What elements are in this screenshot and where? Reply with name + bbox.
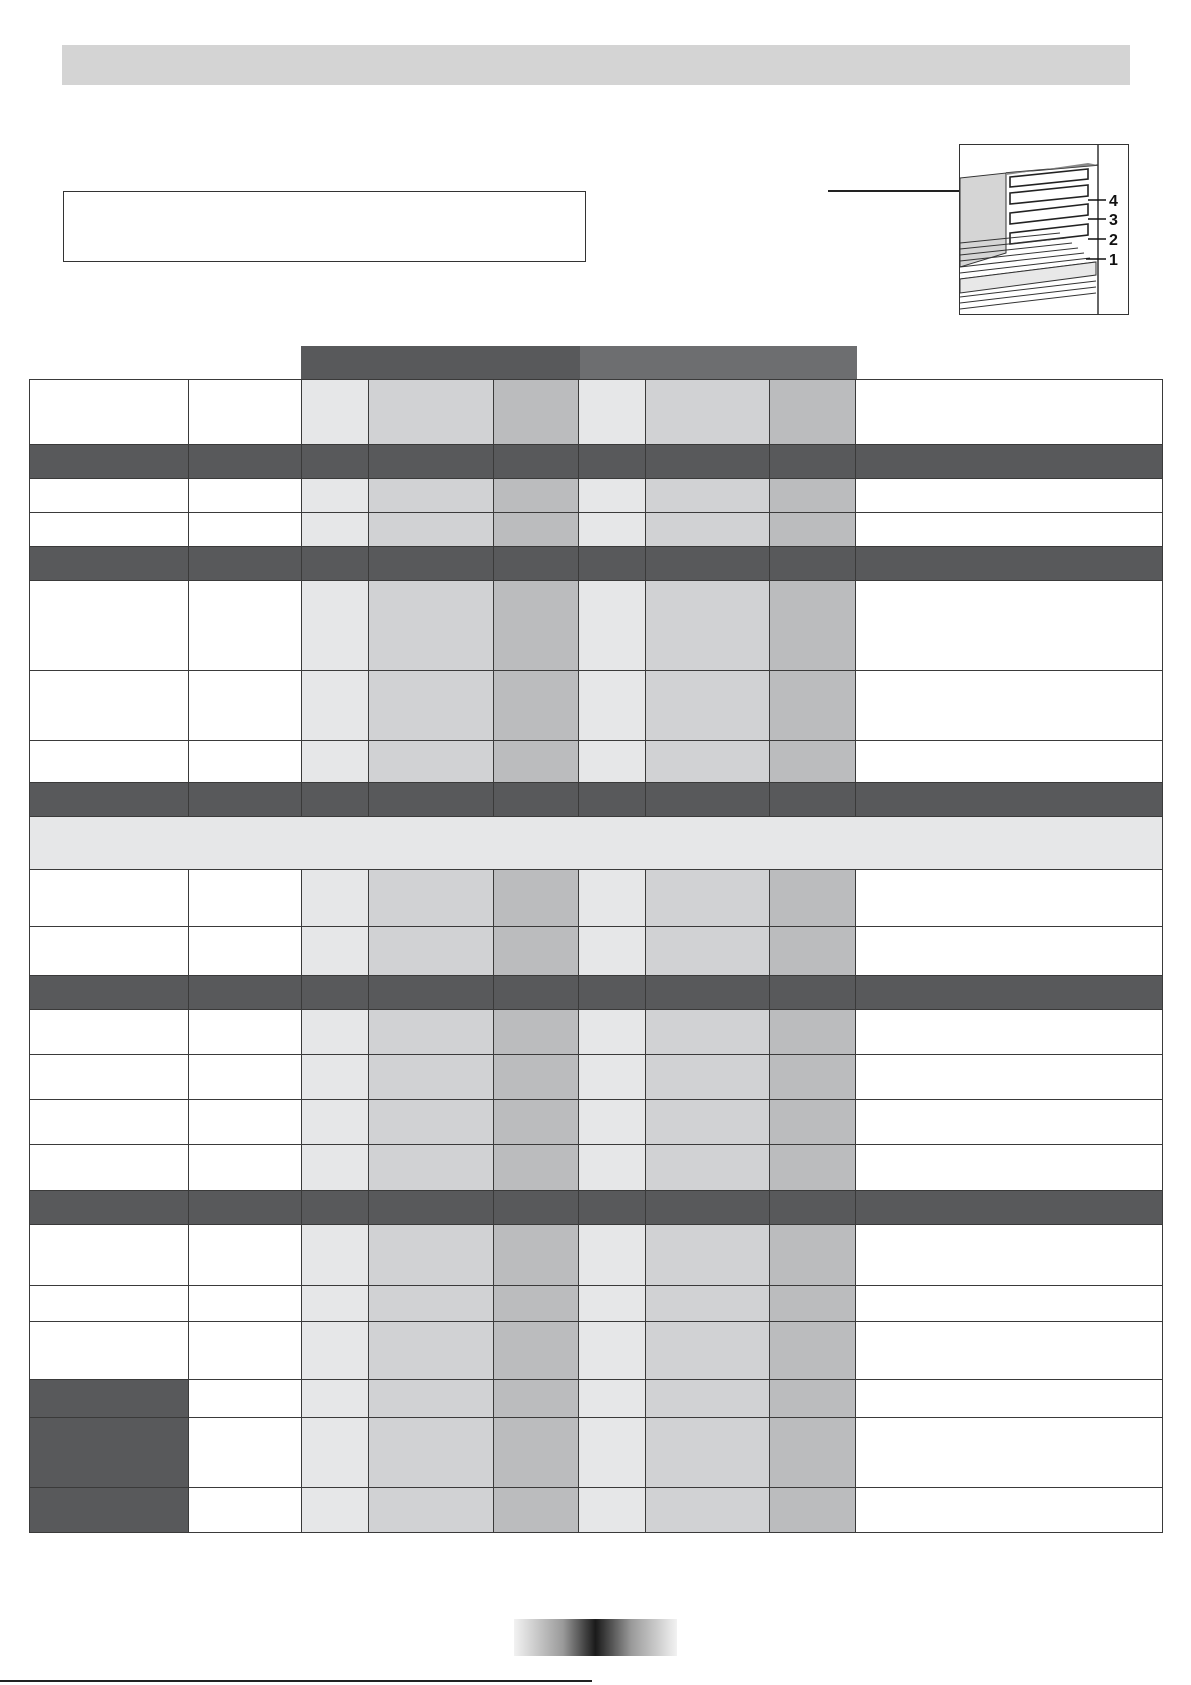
table-section-row xyxy=(30,975,1163,1009)
table-cell xyxy=(369,927,494,975)
table-cell xyxy=(579,1100,646,1145)
table-row xyxy=(30,512,1163,546)
table-cell xyxy=(30,1145,189,1190)
table-group-header-1 xyxy=(301,346,580,380)
table-cell xyxy=(856,1321,1163,1380)
table-cell xyxy=(646,1009,770,1054)
table-section-row xyxy=(30,1190,1163,1224)
table-cell xyxy=(646,670,770,740)
table-cell xyxy=(302,1487,369,1532)
table-cell xyxy=(770,927,856,975)
table-cell xyxy=(770,1224,856,1285)
table-cell xyxy=(302,1190,369,1224)
table-cell xyxy=(494,975,579,1009)
table-cell xyxy=(189,380,302,445)
table-cell xyxy=(770,1145,856,1190)
table-cell xyxy=(189,1054,302,1099)
table-cell xyxy=(302,782,369,816)
table-cell xyxy=(770,580,856,670)
table-cell xyxy=(770,1380,856,1418)
table-cell xyxy=(770,1418,856,1487)
table-cell xyxy=(579,1321,646,1380)
table-cell xyxy=(646,1145,770,1190)
table-cell xyxy=(30,1009,189,1054)
table-cell xyxy=(494,512,579,546)
table-cell xyxy=(30,580,189,670)
table-cell xyxy=(856,512,1163,546)
table-cell xyxy=(770,1009,856,1054)
table-cell xyxy=(856,546,1163,580)
table-cell xyxy=(646,870,770,927)
table-cell xyxy=(189,1145,302,1190)
table-cell xyxy=(579,927,646,975)
table-cell xyxy=(579,975,646,1009)
table-cell xyxy=(302,1054,369,1099)
table-cell xyxy=(856,740,1163,782)
table-cell xyxy=(770,546,856,580)
table-cell xyxy=(770,380,856,445)
table-cell xyxy=(646,1285,770,1321)
table-cell xyxy=(369,975,494,1009)
header-banner xyxy=(62,45,1130,85)
table-row xyxy=(30,1100,1163,1145)
table-cell xyxy=(494,1190,579,1224)
table-cell xyxy=(494,444,579,478)
table-cell xyxy=(30,975,189,1009)
table-cell xyxy=(579,1418,646,1487)
table-cell xyxy=(30,512,189,546)
table-cell xyxy=(856,1190,1163,1224)
table-cell xyxy=(30,1321,189,1380)
table-cell xyxy=(369,444,494,478)
table-cell xyxy=(369,1380,494,1418)
table-cell xyxy=(494,927,579,975)
table-row xyxy=(30,1009,1163,1054)
table-cell xyxy=(189,1321,302,1380)
table-cell xyxy=(302,512,369,546)
table-cell xyxy=(579,580,646,670)
table-cell xyxy=(369,380,494,445)
table-cell xyxy=(494,740,579,782)
table-cell xyxy=(189,444,302,478)
table-cell xyxy=(494,1054,579,1099)
table-cell xyxy=(646,782,770,816)
table-cell xyxy=(770,740,856,782)
table-cell xyxy=(579,870,646,927)
table-cell xyxy=(369,782,494,816)
table-cell xyxy=(189,580,302,670)
table-cell xyxy=(189,670,302,740)
table-cell xyxy=(494,478,579,512)
table-cell xyxy=(302,1100,369,1145)
table-cell xyxy=(30,380,189,445)
table-cell xyxy=(646,975,770,1009)
table-cell xyxy=(369,580,494,670)
table-cell xyxy=(770,870,856,927)
table-cell xyxy=(189,1380,302,1418)
oven-shelf-diagram xyxy=(959,144,1129,315)
table-cell xyxy=(494,580,579,670)
table-cell xyxy=(302,1321,369,1380)
table-cell xyxy=(494,380,579,445)
table-cell xyxy=(30,782,189,816)
table-cell xyxy=(856,975,1163,1009)
table-cell xyxy=(646,1487,770,1532)
table-cell xyxy=(302,670,369,740)
table-cell xyxy=(646,580,770,670)
table-cell xyxy=(369,1190,494,1224)
table-cell xyxy=(579,512,646,546)
table-cell xyxy=(856,1487,1163,1532)
shelf-label-2: 2 xyxy=(1109,232,1118,249)
table-cell xyxy=(302,870,369,927)
table-cell xyxy=(189,1009,302,1054)
table-cell xyxy=(302,927,369,975)
table-cell xyxy=(369,1487,494,1532)
table-cell xyxy=(856,478,1163,512)
table-cell xyxy=(856,782,1163,816)
table-cell xyxy=(856,1100,1163,1145)
table-cell xyxy=(189,1224,302,1285)
table-cell xyxy=(856,870,1163,927)
table-row xyxy=(30,1380,1163,1418)
table-row xyxy=(30,1321,1163,1380)
table-cell xyxy=(494,546,579,580)
table-cell xyxy=(302,1380,369,1418)
table-cell xyxy=(646,380,770,445)
table-cell xyxy=(579,444,646,478)
table-cell xyxy=(494,782,579,816)
note-box xyxy=(63,191,586,262)
table-cell xyxy=(770,512,856,546)
shelf-label-1: 1 xyxy=(1109,252,1118,269)
table-cell xyxy=(646,512,770,546)
table-cell xyxy=(494,670,579,740)
table-cell xyxy=(494,1321,579,1380)
table-cell xyxy=(646,740,770,782)
table-section-row xyxy=(30,444,1163,478)
table-cell xyxy=(302,444,369,478)
table-cell xyxy=(770,782,856,816)
table-cell xyxy=(369,740,494,782)
table-row xyxy=(30,670,1163,740)
table-cell xyxy=(856,1418,1163,1487)
table-cell xyxy=(494,1224,579,1285)
table-cell xyxy=(302,478,369,512)
table-cell xyxy=(856,670,1163,740)
table-cell xyxy=(856,1054,1163,1099)
table-cell xyxy=(369,670,494,740)
table-cell xyxy=(369,512,494,546)
table-cell xyxy=(30,670,189,740)
table-cell xyxy=(770,1487,856,1532)
table-cell xyxy=(494,1380,579,1418)
table-cell xyxy=(189,1100,302,1145)
table-cell xyxy=(646,1190,770,1224)
table-cell xyxy=(189,1487,302,1532)
table-cell xyxy=(302,1418,369,1487)
table-cell xyxy=(369,1009,494,1054)
table-cell xyxy=(770,444,856,478)
table-cell xyxy=(30,1380,189,1418)
table-cell xyxy=(369,1054,494,1099)
table-row xyxy=(30,740,1163,782)
table-cell xyxy=(579,740,646,782)
table-cell xyxy=(579,670,646,740)
table-cell xyxy=(30,740,189,782)
table-cell xyxy=(494,1100,579,1145)
table-cell xyxy=(579,1487,646,1532)
table-row xyxy=(30,380,1163,445)
oven-cavity-illustration xyxy=(960,145,1128,314)
table-cell xyxy=(369,1100,494,1145)
table-cell xyxy=(646,1100,770,1145)
table-cell xyxy=(30,1224,189,1285)
table-cell xyxy=(189,512,302,546)
table-section-row xyxy=(30,782,1163,816)
cooking-table xyxy=(29,379,1163,1533)
table-cell xyxy=(369,478,494,512)
table-cell xyxy=(770,1321,856,1380)
table-cell xyxy=(646,478,770,512)
table-cell xyxy=(369,1145,494,1190)
table-cell xyxy=(579,1009,646,1054)
table-cell xyxy=(770,1285,856,1321)
table-cell xyxy=(579,380,646,445)
table-cell xyxy=(646,1054,770,1099)
table-cell xyxy=(856,1224,1163,1285)
table-cell xyxy=(189,782,302,816)
table-cell xyxy=(579,1190,646,1224)
table-cell xyxy=(579,546,646,580)
table-cell xyxy=(189,1418,302,1487)
table-cell xyxy=(646,546,770,580)
table-cell xyxy=(302,546,369,580)
table-cell xyxy=(30,1285,189,1321)
table-cell xyxy=(30,1418,189,1487)
table-cell xyxy=(30,478,189,512)
table-cell xyxy=(302,1009,369,1054)
table-group-header-2 xyxy=(580,346,857,380)
table-cell xyxy=(856,1285,1163,1321)
shelf-label-4: 4 xyxy=(1109,193,1118,210)
table-cell xyxy=(30,1100,189,1145)
table-cell xyxy=(189,740,302,782)
table-cell xyxy=(646,1418,770,1487)
table-cell xyxy=(30,1190,189,1224)
table-cell xyxy=(579,782,646,816)
table-cell xyxy=(646,927,770,975)
table-cell xyxy=(494,1487,579,1532)
table-cell xyxy=(856,444,1163,478)
table-cell xyxy=(189,478,302,512)
shelf-label-3: 3 xyxy=(1109,212,1118,229)
table-cell xyxy=(189,927,302,975)
table-cell xyxy=(369,1321,494,1380)
table-row xyxy=(30,1145,1163,1190)
table-cell xyxy=(302,1224,369,1285)
table-row xyxy=(30,1487,1163,1532)
table-cell xyxy=(30,1054,189,1099)
table-row xyxy=(30,580,1163,670)
table-cell xyxy=(856,380,1163,445)
table-cell xyxy=(770,975,856,1009)
table-cell xyxy=(30,870,189,927)
table-cell xyxy=(302,380,369,445)
table-cell xyxy=(302,580,369,670)
table-cell xyxy=(369,546,494,580)
table-cell xyxy=(369,870,494,927)
table-cell xyxy=(494,1145,579,1190)
table-cell xyxy=(30,1487,189,1532)
table-row xyxy=(30,478,1163,512)
footer-rule xyxy=(0,1680,592,1682)
table-cell xyxy=(770,670,856,740)
table-row xyxy=(30,1224,1163,1285)
table-note-cell xyxy=(30,816,1163,870)
table-cell xyxy=(579,1285,646,1321)
table-cell xyxy=(302,740,369,782)
table-cell xyxy=(856,1145,1163,1190)
table-cell xyxy=(646,1321,770,1380)
table-note-row xyxy=(30,816,1163,870)
table-cell xyxy=(646,444,770,478)
table-cell xyxy=(30,927,189,975)
table-cell xyxy=(302,1285,369,1321)
table-cell xyxy=(30,444,189,478)
table-cell xyxy=(579,478,646,512)
table-row xyxy=(30,870,1163,927)
table-cell xyxy=(856,927,1163,975)
table-cell xyxy=(579,1145,646,1190)
table-cell xyxy=(494,1009,579,1054)
table-row xyxy=(30,1418,1163,1487)
table-cell xyxy=(579,1224,646,1285)
table-cell xyxy=(189,1285,302,1321)
table-cell xyxy=(189,546,302,580)
table-cell xyxy=(302,1145,369,1190)
table-cell xyxy=(579,1054,646,1099)
table-cell xyxy=(30,546,189,580)
table-section-row xyxy=(30,546,1163,580)
table-cell xyxy=(189,1190,302,1224)
table-cell xyxy=(856,1009,1163,1054)
table-cell xyxy=(189,870,302,927)
table-cell xyxy=(770,1190,856,1224)
table-cell xyxy=(369,1224,494,1285)
table-cell xyxy=(856,1380,1163,1418)
table-cell xyxy=(369,1418,494,1487)
table-cell xyxy=(579,1380,646,1418)
table-cell xyxy=(770,478,856,512)
page-number-tab xyxy=(514,1619,677,1656)
table-row xyxy=(30,1285,1163,1321)
table-row xyxy=(30,1054,1163,1099)
table-cell xyxy=(770,1100,856,1145)
table-cell xyxy=(856,580,1163,670)
table-cell xyxy=(369,1285,494,1321)
table-cell xyxy=(770,1054,856,1099)
table-cell xyxy=(494,1418,579,1487)
table-cell xyxy=(302,975,369,1009)
table-cell xyxy=(646,1224,770,1285)
table-cell xyxy=(494,870,579,927)
table-cell xyxy=(189,975,302,1009)
table-row xyxy=(30,927,1163,975)
table-cell xyxy=(646,1380,770,1418)
table-cell xyxy=(494,1285,579,1321)
